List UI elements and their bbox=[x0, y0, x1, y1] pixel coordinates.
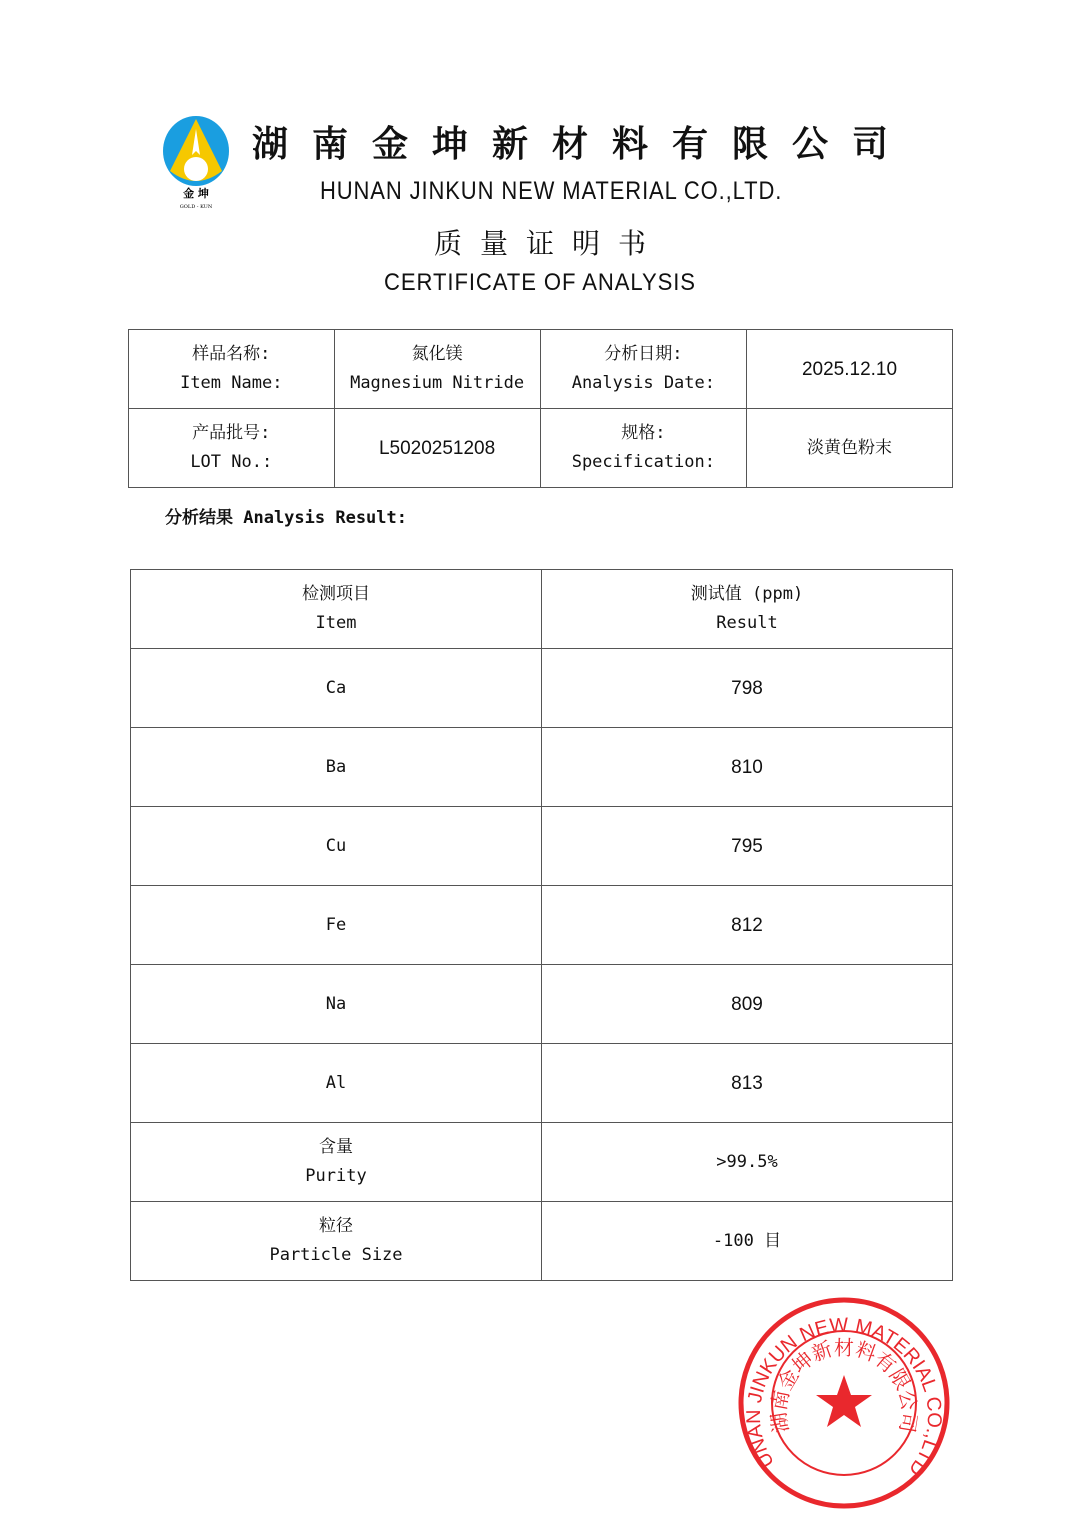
doc-title-cn: 质量证明书 bbox=[433, 227, 664, 260]
section-title: 分析结果 Analysis Result: bbox=[165, 508, 407, 528]
table-row: Cu 795 bbox=[131, 807, 953, 886]
lot-value: L5020251208 bbox=[334, 409, 540, 488]
table-row: Fe 812 bbox=[131, 886, 953, 965]
logo-text-cn: 金 坤 bbox=[183, 187, 209, 200]
company-seal-stamp bbox=[736, 1295, 952, 1511]
results-table bbox=[130, 569, 953, 1281]
doc-title-en: CERTIFICATE OF ANALYSIS bbox=[384, 269, 696, 296]
particle-size-row: 粒径 Particle Size -100 目 bbox=[131, 1202, 953, 1281]
spec-value: 淡黄色粉末 bbox=[747, 409, 953, 488]
spec-label: 规格: Specification: bbox=[540, 409, 746, 488]
purity-row: 含量 Purity >99.5% bbox=[131, 1123, 953, 1202]
seal-outer-text: UNAN JINKUN NEW MATERIAL CO.,LTD bbox=[742, 1314, 946, 1481]
date-label: 分析日期: Analysis Date: bbox=[540, 330, 746, 409]
date-value: 2025.12.10 bbox=[747, 330, 953, 409]
table-row: Al 813 bbox=[131, 1044, 953, 1123]
company-name-cn: 湖南金坤新材料有限公司 bbox=[252, 123, 913, 165]
seal-inner-text: 湖南金坤新材料有限公司 bbox=[766, 1335, 922, 1435]
company-logo bbox=[160, 115, 232, 211]
item-name-value: 氮化镁 Magnesium Nitride bbox=[334, 330, 540, 409]
table-row: Ca 798 bbox=[131, 649, 953, 728]
table-row: Ba 810 bbox=[131, 728, 953, 807]
company-name-en: HUNAN JINKUN NEW MATERIAL CO.,LTD. bbox=[320, 177, 783, 205]
logo-text-en: GOLD - KUN bbox=[179, 204, 213, 210]
lot-label: 产品批号: LOT No.: bbox=[129, 409, 335, 488]
info-table bbox=[128, 329, 953, 488]
star-icon bbox=[816, 1375, 872, 1427]
table-row: Na 809 bbox=[131, 965, 953, 1044]
table-header-row: 检测项目 Item 测试值 (ppm) Result bbox=[131, 570, 953, 649]
item-name-label: 样品名称: Item Name: bbox=[129, 330, 335, 409]
